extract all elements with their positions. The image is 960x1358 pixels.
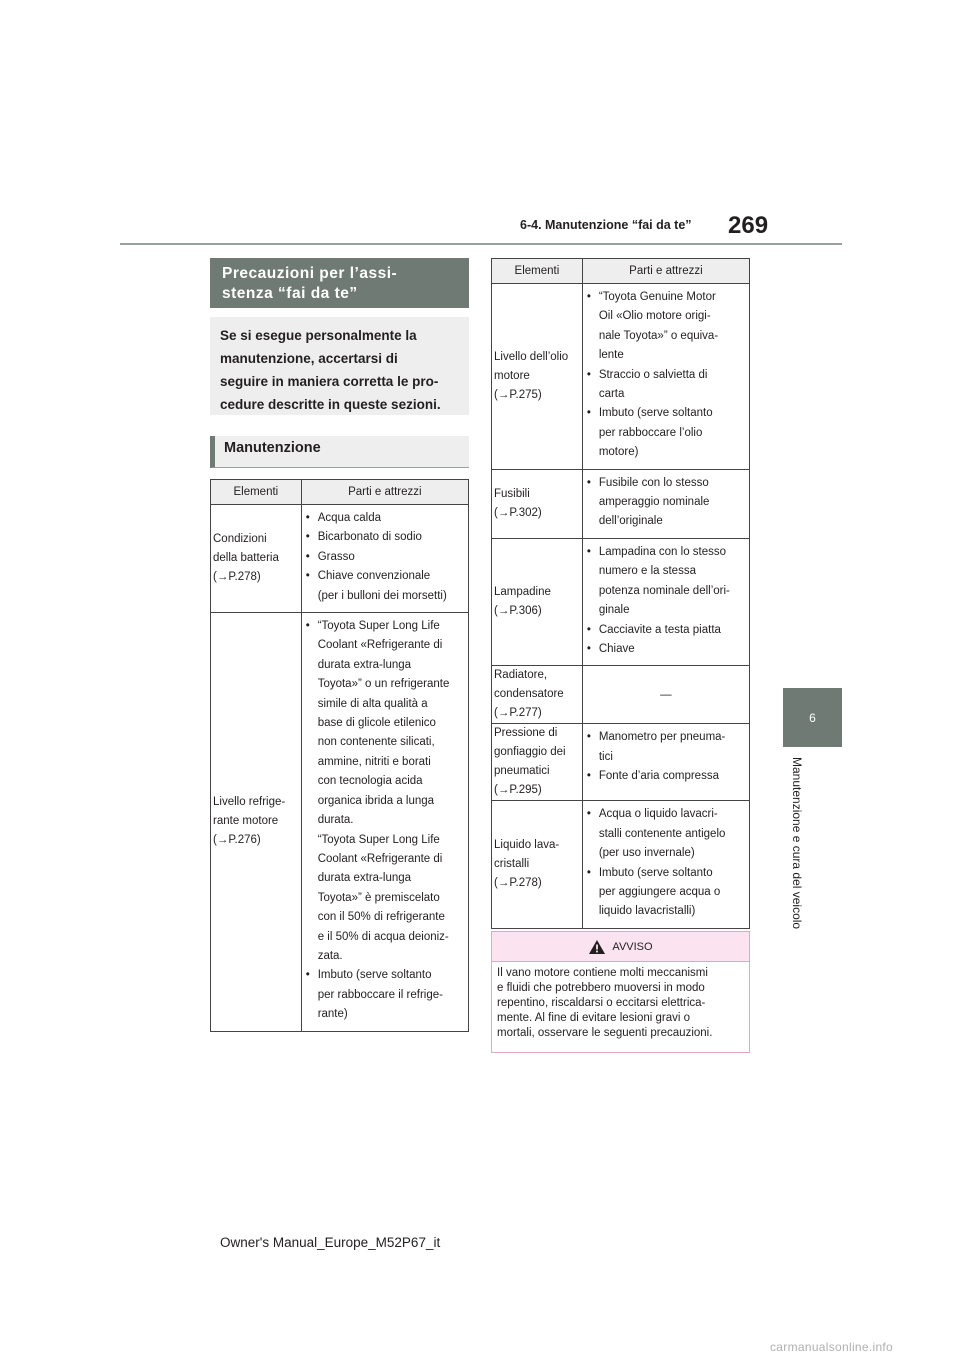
column-header-items: Elementi (211, 480, 302, 505)
list-item (583, 728, 747, 767)
list-item (302, 528, 466, 547)
parts-line: ammine, nitriti e borati (317, 755, 431, 768)
intro-box (210, 317, 469, 415)
parts-list (583, 284, 749, 469)
parts-line: organica ibrida a lunga (317, 794, 435, 807)
parts-cell (582, 538, 749, 665)
parts-cell (582, 724, 749, 801)
parts-line: dell’originale (598, 515, 663, 528)
warning-line: mente. Al fine di evitare lesioni gravi o (497, 1012, 691, 1024)
parts-line: tici (598, 750, 613, 763)
item-line: Condizioni (213, 533, 267, 546)
table-row (492, 538, 750, 665)
page-number: 269 (728, 212, 769, 239)
list-item (583, 805, 747, 863)
parts-line: non contenente silicati, (317, 736, 435, 749)
parts-line: zata. (317, 949, 343, 962)
parts-line: (per i bulloni dei morsetti) (317, 589, 447, 602)
parts-list (583, 801, 749, 927)
parts-line: ginale (598, 604, 630, 617)
parts-list (302, 505, 468, 612)
item-line: condensatore (494, 688, 564, 701)
item-line: Pressione di (494, 727, 558, 740)
parts-list (583, 724, 749, 792)
parts-line: base di glicole etilenico (317, 717, 436, 730)
list-item (583, 767, 747, 786)
column-header-items: Elementi (492, 259, 583, 284)
warning-text (492, 962, 749, 1045)
item-cell (492, 284, 583, 470)
parts-line: (per uso invernale) (598, 847, 695, 860)
chapter-title-text: Manutenzione e cura del veicolo (790, 757, 804, 930)
parts-line: Toyota»” è premiscelato (317, 891, 440, 904)
item-cell (211, 613, 302, 1032)
parts-line: rante) (317, 1008, 348, 1021)
maintenance-table-left (210, 479, 469, 1032)
chapter-number: 6 (809, 710, 816, 725)
item-line: motore (494, 369, 530, 382)
item-line: (→P.295) (494, 784, 542, 797)
list-item (583, 288, 747, 366)
parts-line: • Imbuto (serve soltanto (598, 407, 713, 420)
parts-line: liquido lavacristalli) (598, 905, 696, 918)
parts-line: • Fusibile con lo stesso (598, 476, 709, 489)
item-line: (→P.277) (494, 707, 542, 720)
parts-cell (582, 284, 749, 470)
parts-line: amperaggio nominale (598, 496, 710, 509)
warning-title: AVVISO (612, 940, 653, 953)
item-cell (492, 724, 583, 801)
item-cell (492, 538, 583, 665)
warning-triangle-icon (588, 939, 606, 955)
maintenance-table-right (491, 258, 750, 929)
item-line: Fusibili (494, 487, 530, 500)
parts-line: • “Toyota Genuine Motor (598, 291, 716, 303)
parts-line: • “Toyota Super Long Life (317, 620, 440, 633)
parts-cell (301, 505, 468, 613)
item-line: (→P.276) (213, 834, 261, 847)
item-cell (492, 666, 583, 724)
parts-line: • Cacciavite a testa piatta (598, 623, 721, 636)
item-cell (492, 801, 583, 928)
watermark: carmanualsonline.info (770, 1340, 894, 1354)
parts-line: • Straccio o salvietta di (598, 368, 708, 381)
item-line: della batteria (213, 552, 279, 565)
precautions-title-line: Precauzioni per l’assi- (222, 265, 398, 282)
intro-line: cedure descritte in queste sezioni. (220, 397, 441, 412)
warning-line: e fluidi che potrebbero muoversi in modo (497, 982, 705, 994)
header-divider (120, 243, 842, 245)
table-row (492, 284, 750, 470)
item-line: gonfiaggio dei (494, 746, 566, 759)
item-line: cristalli (494, 858, 530, 871)
footer-manual-id: Owner's Manual_Europe_M52P67_it (220, 1235, 441, 1250)
list-item (583, 404, 747, 462)
table-row (492, 801, 750, 928)
parts-line: • Acqua o liquido lavacri- (598, 808, 718, 821)
parts-line: • Bicarbonato di sodio (317, 531, 422, 544)
parts-line: • Imbuto (serve soltanto (317, 969, 432, 982)
parts-line: per rabboccare l’olio (598, 426, 703, 439)
parts-line: Coolant «Refrigerante di (317, 852, 443, 865)
item-line: pneumatici (494, 765, 550, 778)
table-row (492, 469, 750, 538)
parts-line: • Lampadina con lo stesso (598, 545, 727, 558)
parts-line: Oil «Olio motore origi- (598, 310, 711, 323)
item-line: Lampadine (494, 586, 551, 599)
warning-line: repentino, riscaldarsi o eccitarsi elettrica- (497, 997, 706, 1009)
list-item (302, 617, 466, 966)
table-row (211, 505, 469, 613)
item-line: Liquido lava- (494, 839, 560, 852)
parts-line: • Grasso (317, 550, 355, 563)
warning-box (491, 931, 750, 1053)
parts-cell: — (582, 666, 749, 724)
item-line: (→P.278) (494, 877, 542, 890)
parts-list (583, 539, 749, 665)
chapter-tab[interactable] (783, 688, 842, 747)
parts-line: durata extra-lunga (317, 872, 412, 885)
parts-cell (582, 801, 749, 928)
parts-line: per aggiungere acqua o (598, 885, 721, 898)
parts-line: lente (598, 349, 624, 362)
warning-header (492, 932, 749, 962)
parts-line: Toyota»” o un refrigerante (317, 678, 450, 691)
parts-line: nale Toyota»” o equiva- (598, 329, 719, 342)
parts-line: per rabboccare il refrige- (317, 988, 443, 1001)
item-line: (→P.275) (494, 388, 542, 401)
chapter-side-title (786, 757, 806, 957)
list-item (302, 548, 466, 567)
item-line: rante motore (213, 815, 279, 828)
column-header-parts: Parti e attrezzi (582, 259, 749, 284)
table-row (492, 666, 750, 724)
item-line: Livello refrige- (213, 796, 286, 809)
parts-line: • Imbuto (serve soltanto (598, 866, 713, 879)
list-item (583, 864, 747, 922)
precautions-title-line: stenza “fai da te” (222, 285, 358, 302)
parts-line: potenza nominale dell’ori- (598, 584, 730, 597)
list-item (302, 966, 466, 1024)
parts-line: motore) (598, 446, 639, 459)
parts-line: stalli contenente antigelo (598, 827, 726, 840)
table-row (211, 613, 469, 1032)
intro-line: manutenzione, accertarsi di (220, 351, 398, 366)
table-row (492, 724, 750, 801)
parts-line: e il 50% di acqua deioniz- (317, 930, 449, 943)
list-item (583, 474, 747, 532)
parts-line: • Fonte d’aria compressa (598, 770, 719, 783)
item-line: (→P.278) (213, 571, 261, 584)
item-line: (→P.306) (494, 605, 542, 618)
parts-line: “Toyota Super Long Life (317, 833, 440, 846)
warning-line: mortali, osservare le seguenti precauzioni. (497, 1027, 713, 1039)
item-line: Livello dell’olio (494, 350, 569, 363)
item-line: Radiatore, (494, 669, 548, 682)
parts-line: durata extra-lunga (317, 658, 412, 671)
parts-line: con il 50% di refrigerante (317, 911, 445, 924)
parts-line: numero e la stessa (598, 565, 696, 578)
column-header-parts: Parti e attrezzi (301, 480, 468, 505)
parts-line: simile di alta qualità a (317, 697, 428, 710)
parts-line: • Manometro per pneuma- (598, 731, 726, 744)
item-cell (211, 505, 302, 613)
list-item (583, 621, 747, 640)
intro-line: seguire in maniera corretta le pro- (220, 374, 439, 389)
parts-list (583, 470, 749, 538)
list-item (583, 640, 747, 659)
list-item (583, 366, 747, 405)
list-item (302, 567, 466, 606)
parts-line: • Chiave convenzionale (317, 570, 431, 583)
parts-line: • Chiave (598, 642, 635, 655)
parts-line: • Acqua calda (317, 512, 381, 524)
intro-line: Se si esegue personalmente la (220, 328, 417, 343)
parts-list (302, 613, 468, 1031)
precautions-title (210, 258, 469, 308)
parts-line: durata. (317, 814, 354, 827)
parts-cell (582, 469, 749, 538)
section-header: 6-4. Manutenzione “fai da te” (520, 218, 692, 232)
maintenance-subhead: Manutenzione (210, 436, 469, 468)
parts-line: Coolant «Refrigerante di (317, 639, 443, 652)
item-line: (→P.302) (494, 506, 542, 519)
list-item (302, 509, 466, 528)
parts-line: con tecnologia acida (317, 775, 423, 788)
item-cell (492, 469, 583, 538)
parts-line: carta (598, 388, 625, 401)
parts-cell (301, 613, 468, 1032)
warning-line: Il vano motore contiene molti meccanismi (497, 967, 708, 979)
list-item (583, 543, 747, 621)
